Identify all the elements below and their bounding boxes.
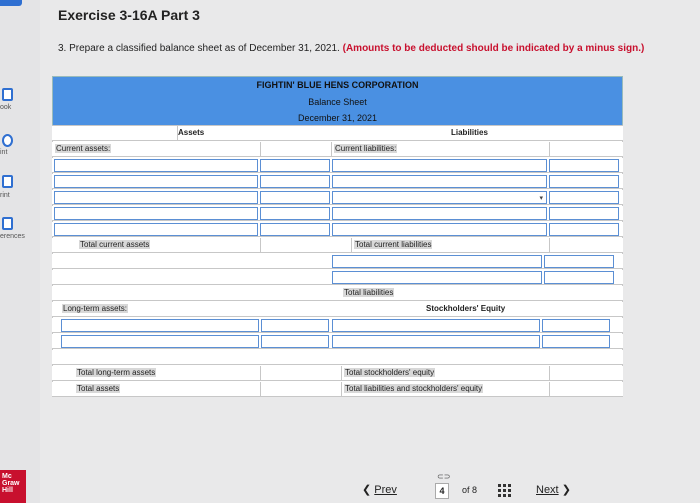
instruction-main: 3. Prepare a classified balance sheet as of December 31, 2021. xyxy=(58,43,340,54)
sidebar-item-label: int xyxy=(0,149,8,156)
page-number: 4 xyxy=(435,483,449,499)
heading-row xyxy=(52,126,623,141)
table-row xyxy=(52,334,623,349)
sidebar-item-label: erences xyxy=(0,233,25,240)
sidebar-active-indicator xyxy=(0,0,22,6)
chevron-right-icon: ❯ xyxy=(561,484,571,496)
spacer-cell xyxy=(549,382,623,397)
company-name: FIGHTIN' BLUE HENS CORPORATION xyxy=(256,80,419,90)
liability-account-input[interactable] xyxy=(332,175,547,188)
current-liabilities-text: Current liabilities: xyxy=(335,144,397,153)
liability-amount-input[interactable] xyxy=(549,159,619,172)
liability-account-dropdown[interactable] xyxy=(332,191,547,204)
total-assets-label xyxy=(74,382,260,397)
print-icon xyxy=(2,175,13,188)
total-current-assets-text: Total current assets xyxy=(80,240,150,249)
current-assets-text: Current assets: xyxy=(56,144,111,153)
total-liabilities-and-equity-text: Total liabilities and stockholders' equity xyxy=(345,384,483,393)
logo-line: Mc xyxy=(2,473,12,480)
asset-amount-input[interactable] xyxy=(260,191,330,204)
liability-amount-input[interactable] xyxy=(549,191,619,204)
asset-amount-input[interactable] xyxy=(261,335,329,348)
page-total: of 8 xyxy=(462,485,478,495)
total-current-liabilities-text: Total current liabilities xyxy=(355,240,432,249)
liability-amount-input[interactable] xyxy=(549,223,619,236)
spacer-cell xyxy=(549,238,623,253)
asset-amount-input[interactable] xyxy=(261,319,329,332)
total-liabilities-row xyxy=(52,286,623,301)
total-current-row xyxy=(52,238,623,253)
table-row xyxy=(52,350,623,365)
references-icon xyxy=(2,217,13,230)
liability-amount-input[interactable] xyxy=(544,271,614,284)
total-current-assets-label xyxy=(77,238,260,253)
total-liabilities-label xyxy=(341,286,541,301)
hint-icon xyxy=(2,134,13,147)
current-assets-label xyxy=(53,142,260,157)
liability-account-input[interactable] xyxy=(332,159,547,172)
total-long-term-assets-label xyxy=(74,366,260,381)
total-liabilities-and-equity-label xyxy=(341,382,549,397)
table-row xyxy=(52,206,623,221)
asset-account-input[interactable] xyxy=(61,319,259,332)
table-row xyxy=(52,190,623,205)
sidebar xyxy=(0,0,40,503)
book-icon xyxy=(2,88,13,101)
chevron-down-icon: ▾ xyxy=(539,195,543,202)
asset-amount-input[interactable] xyxy=(260,223,330,236)
prev-button[interactable] xyxy=(362,483,397,496)
asset-account-input[interactable] xyxy=(54,159,258,172)
table-row xyxy=(52,158,623,173)
prev-label: Prev xyxy=(374,484,397,496)
asset-account-input[interactable] xyxy=(61,335,259,348)
asset-account-input[interactable] xyxy=(54,191,258,204)
asset-account-input[interactable] xyxy=(54,207,258,220)
spacer-cell xyxy=(549,142,623,157)
equity-account-input[interactable] xyxy=(332,335,540,348)
total-assets-row xyxy=(52,382,623,397)
link-icon: ⊂⊃ xyxy=(437,472,451,481)
long-term-assets-text: Long-term assets: xyxy=(63,304,128,313)
statement-name: Balance Sheet xyxy=(308,97,367,107)
spacer-cell xyxy=(260,382,331,397)
long-term-label-row xyxy=(52,302,623,317)
asset-amount-input[interactable] xyxy=(260,207,330,220)
sidebar-item-label: ook xyxy=(0,104,12,111)
equity-account-input[interactable] xyxy=(332,319,540,332)
grid-icon[interactable] xyxy=(498,484,511,497)
liability-account-input[interactable] xyxy=(332,255,542,268)
spacer-cell xyxy=(549,366,623,381)
current-label-row xyxy=(52,142,623,157)
total-current-liabilities-label xyxy=(351,238,549,253)
sheet-header xyxy=(52,76,623,127)
long-term-assets-label xyxy=(60,302,260,317)
liability-account-input[interactable] xyxy=(332,207,547,220)
instruction-note: (Amounts to be deducted should be indicated by a minus sign.) xyxy=(342,43,645,54)
table-row xyxy=(52,174,623,189)
equity-amount-input[interactable] xyxy=(542,335,610,348)
total-stockholders-equity-label xyxy=(341,366,549,381)
liability-amount-input[interactable] xyxy=(549,207,619,220)
total-stockholders-equity-text: Total stockholders' equity xyxy=(345,368,435,377)
sidebar-item-label: rint xyxy=(0,192,10,199)
chevron-left-icon: ❮ xyxy=(362,484,372,496)
logo-line: Graw xyxy=(2,480,20,487)
total-liabilities-text: Total liabilities xyxy=(344,288,394,297)
liability-account-input[interactable] xyxy=(332,271,542,284)
asset-account-input[interactable] xyxy=(54,223,258,236)
next-button[interactable] xyxy=(536,483,571,496)
table-row xyxy=(52,270,623,285)
spacer-cell xyxy=(52,350,260,365)
spacer-cell xyxy=(260,366,331,381)
total-long-term-assets-text: Total long-term assets xyxy=(77,368,156,377)
balance-sheet xyxy=(52,76,623,393)
equity-amount-input[interactable] xyxy=(542,319,610,332)
liability-account-input[interactable] xyxy=(332,223,547,236)
asset-account-input[interactable] xyxy=(54,175,258,188)
total-long-term-row xyxy=(52,366,623,381)
current-liabilities-label xyxy=(331,142,549,157)
page-title: Exercise 3-16A Part 3 xyxy=(58,7,200,23)
statement-date: December 31, 2021 xyxy=(297,113,378,123)
total-assets-text: Total assets xyxy=(77,384,120,393)
liabilities-heading: Liabilities xyxy=(451,128,488,137)
liability-amount-input[interactable] xyxy=(549,175,619,188)
table-row xyxy=(52,318,623,333)
spacer-cell xyxy=(260,238,331,253)
logo-line: Hill xyxy=(2,487,13,494)
liability-amount-input[interactable] xyxy=(544,255,614,268)
asset-amount-input[interactable] xyxy=(260,175,330,188)
next-label: Next xyxy=(536,484,559,496)
instruction-text xyxy=(58,43,644,54)
stockholders-equity-heading: Stockholders' Equity xyxy=(426,304,506,313)
mcgraw-hill-logo xyxy=(0,470,26,503)
table-row xyxy=(52,222,623,237)
spacer-cell xyxy=(260,142,331,157)
table-row xyxy=(52,254,623,269)
asset-amount-input[interactable] xyxy=(260,159,330,172)
assets-heading: Assets xyxy=(177,126,207,141)
